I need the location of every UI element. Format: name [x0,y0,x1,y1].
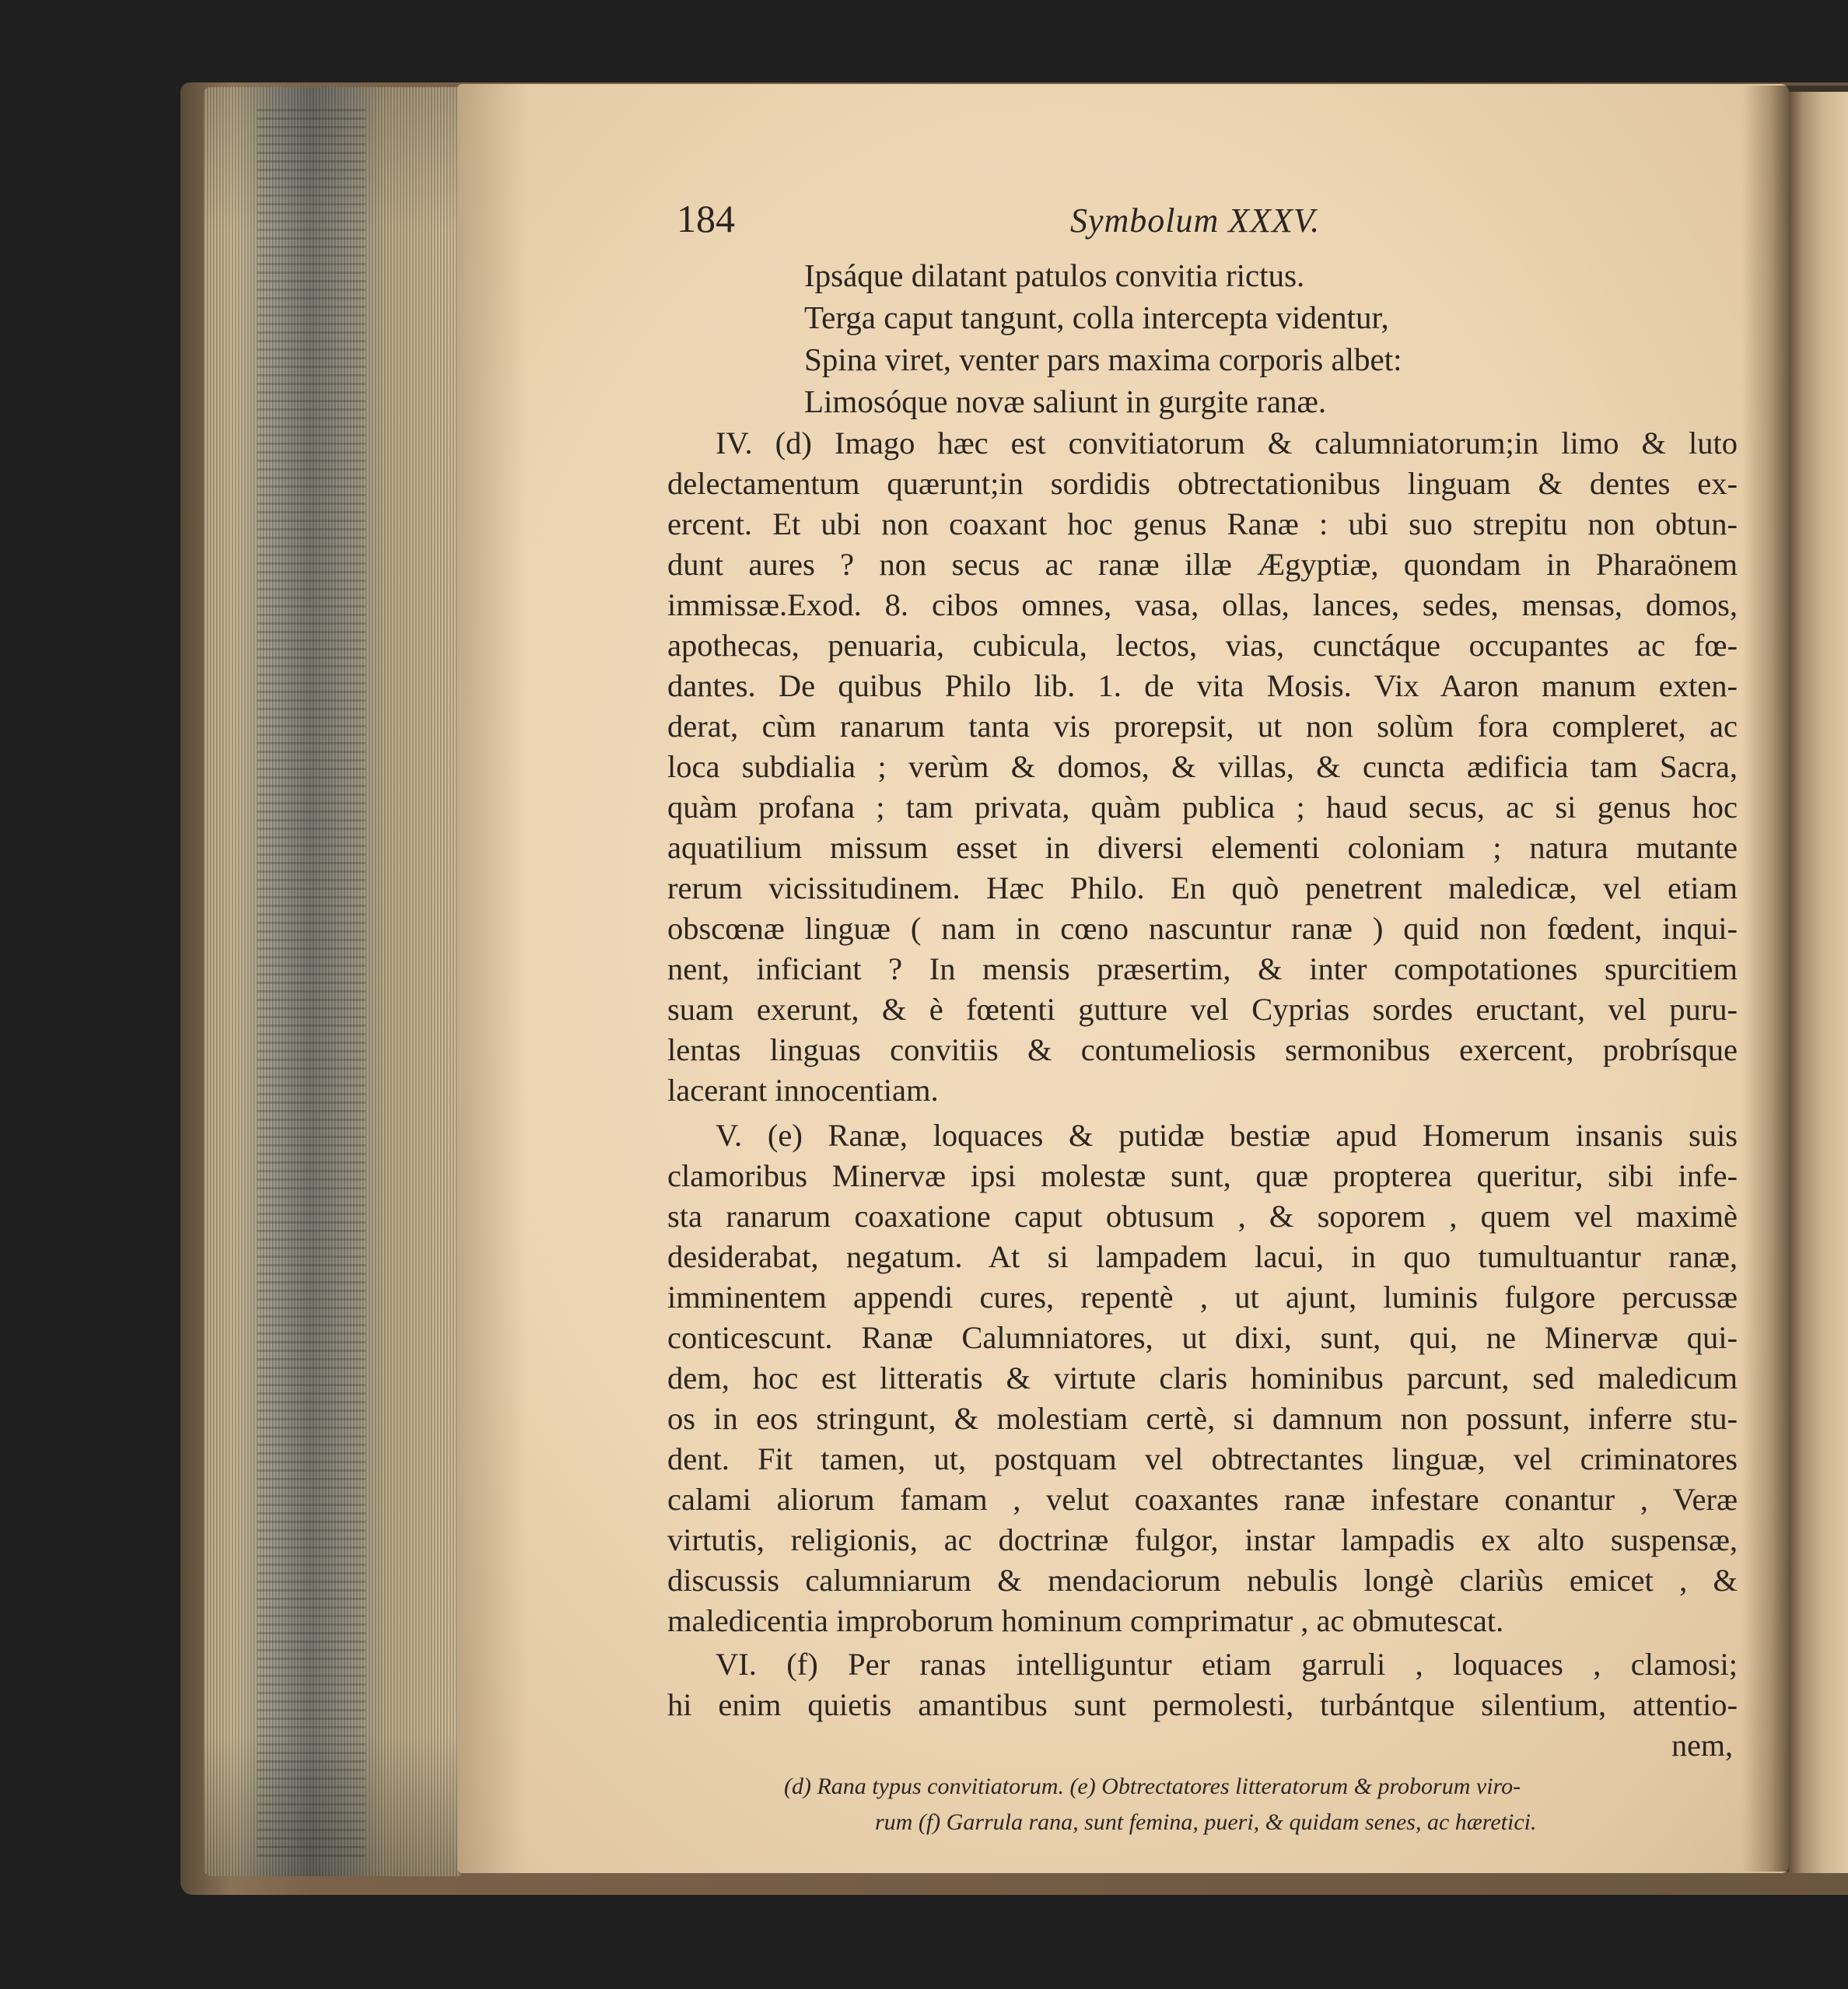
page-edges-shadow [204,87,460,1876]
footnote-line: rum (f) Garrula rana, sunt femina, pueri, & quidam senes, ac hæretici. [875,1809,1537,1835]
catchword: nem, [1671,1728,1733,1763]
paragraph-v-line: dent. Fit tamen, ut, postquam vel obtrectantes linguæ, vel criminatores [667,1441,1738,1476]
paragraph-iv-line: IV. (d) Imago hæc est convitiatorum & calumniatorum;in limo & luto [716,425,1738,460]
running-head: Symbolum XXXV. [1070,201,1321,240]
paragraph-vi-line: VI. (f) Per ranas intelliguntur etiam garruli , loquaces , clamosi; [716,1647,1738,1682]
paragraph-iv-line: ercent. Et ubi non coaxant hoc genus Ranæ : ubi suo strepitu non obtun- [667,506,1738,541]
paragraph-iv-line: delectamentum quærunt;in sordidis obtrectationibus linguam & dentes ex- [667,466,1738,501]
paragraph-v-line: maledicentia improborum hominum comprimatur , ac obmutescat. [667,1603,1504,1638]
paragraph-iv-line: quàm profana ; tam privata, quàm publica ; haud secus, ac si genus hoc [667,790,1738,825]
paragraph-iv-line: suam exerunt, & è fœtenti gutture vel Cyprias sordes eructant, vel puru- [667,992,1738,1027]
paragraph-iv-line: dantes. De quibus Philo lib. 1. de vita Mosis. Vix Aaron manum exten- [667,668,1738,703]
paragraph-iv-line: nent, inficiant ? In mensis præsertim, & inter compotationes spurcitiem [667,951,1738,986]
paragraph-iv-line: loca subdialia ; verùm & domos, & villas, & cuncta ædificia tam Sacra, [667,749,1738,784]
verse-line: Terga caput tangunt, colla intercepta videntur, [804,299,1389,335]
verse-line: Spina viret, venter pars maxima corporis albet: [804,341,1402,377]
paragraph-iv-line: obscœnæ linguæ ( nam in cœno nascuntur ranæ ) quid non fœdent, inqui- [667,911,1738,946]
paragraph-iv-line: lacerant innocentiam. [667,1073,939,1108]
paragraph-iv-line: dunt aures ? non secus ac ranæ illæ Ægyptiæ, quondam in Pharaönem [667,547,1738,582]
paragraph-iv-line: lentas linguas convitiis & contumeliosis sermonibus exercent, probrísque [667,1032,1738,1067]
footnote-line: (d) Rana typus convitiatorum. (e) Obtrectatores litteratorum & proborum viro- [784,1774,1521,1799]
paragraph-v-line: clamoribus Minervæ ipsi molestæ sunt, quæ propterea queritur, sibi infe- [667,1158,1738,1193]
page-shadow [457,84,527,1873]
verse-line: Ipsáque dilatant patulos convitia rictus. [804,257,1305,293]
paragraph-v-line: imminentem appendi cures, repentè , ut ajunt, luminis fulgore percussæ [667,1280,1738,1315]
paragraph-v-line: V. (e) Ranæ, loquaces & putidæ bestiæ apud Homerum insanis suis [716,1118,1738,1153]
page-gutter [1742,86,1789,1872]
paragraph-iv-line: aquatilium missum esset in diversi elementi coloniam ; natura mutante [667,830,1738,865]
paragraph-v-line: calami aliorum famam , velut coaxantes ranæ infestare conantur , Veræ [667,1482,1738,1517]
paragraph-v-line: virtutis, religionis, ac doctrinæ fulgor, instar lampadis ex alto suspensæ, [667,1522,1738,1557]
paragraph-v-line: os in eos stringunt, & molestiam certè, si damnum non possunt, inferre stu- [667,1401,1738,1436]
paragraph-v-line: discussis calumniarum & mendaciorum nebulis longè clariùs emicet , & [667,1563,1738,1598]
paragraph-v-line: desiderabat, negatum. At si lampadem lacui, in quo tumultuantur ranæ, [667,1239,1738,1274]
paragraph-iv-line: derat, cùm ranarum tanta vis prorepsit, ut non solùm fora compleret, ac [667,709,1738,744]
paragraph-v-line: conticescunt. Ranæ Calumniatores, ut dixi, sunt, qui, ne Minervæ qui- [667,1320,1738,1355]
paragraph-iv-line: rerum vicissitudinem. Hæc Philo. En quò penetrent maledicæ, vel etiam [667,870,1738,905]
paragraph-v-line: dem, hoc est litteratis & virtute claris hominibus parcunt, sed maledicum [667,1360,1738,1395]
page-number: 184 [677,197,735,240]
paragraph-iv-line: immissæ.Exod. 8. cibos omnes, vasa, ollas, lances, sedes, mensas, domos, [667,587,1738,622]
verse-line: Limosóque novæ saliunt in gurgite ranæ. [804,383,1327,419]
paragraph-v-line: sta ranarum coaxatione caput obtusum , & soporem , quem vel maximè [667,1199,1738,1234]
facing-page-edge [1787,92,1848,1873]
paragraph-iv-line: apothecas, penuaria, cubicula, lectos, vias, cunctáque occupantes ac fœ- [667,628,1738,663]
paragraph-vi-line: hi enim quietis amantibus sunt permolesti, turbántque silentium, attentio- [667,1687,1738,1722]
